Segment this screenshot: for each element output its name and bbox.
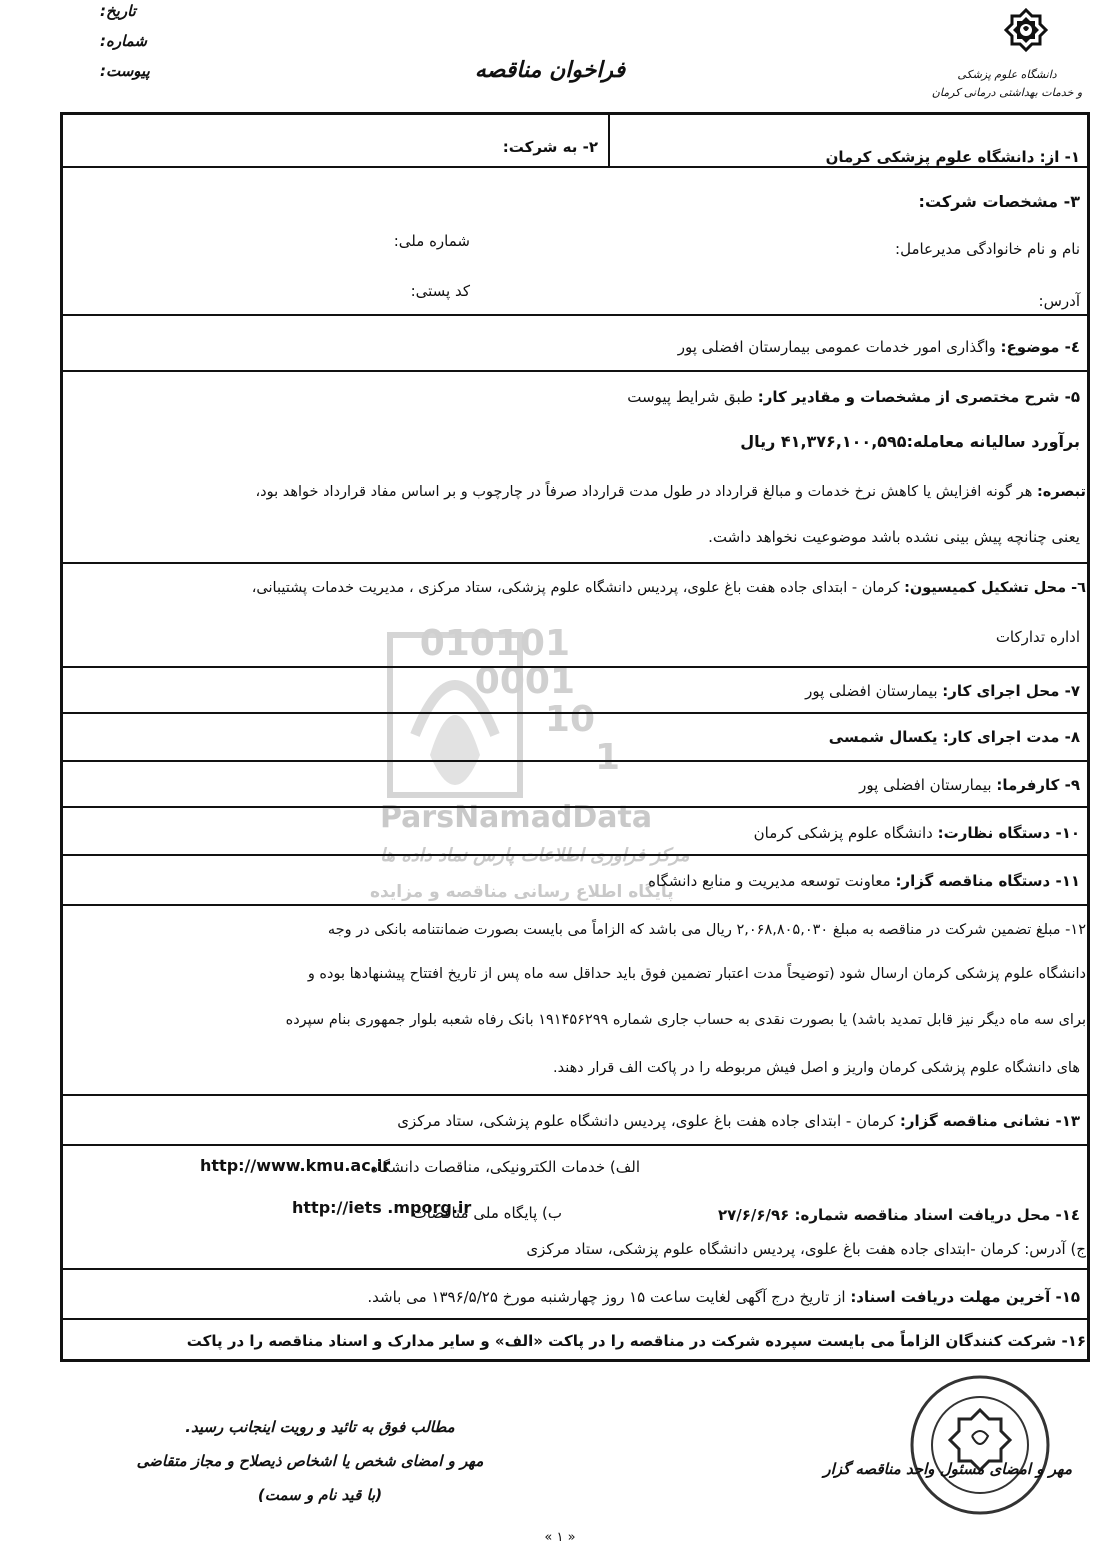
number-label: شماره: bbox=[100, 32, 147, 50]
commission-line-2: اداره تدارکات bbox=[995, 628, 1080, 646]
note-line-1 bbox=[255, 484, 1086, 500]
organizer-address-value: کرمان - ابتدای جاده هفت باغ علوی، پردیس دانشگاه علوم پزشکی، ستاد مرکزی bbox=[397, 1112, 896, 1130]
deadline-label: ۱۵- آخرین مهلت دریافت اسناد: bbox=[850, 1288, 1080, 1306]
kmu-website-link[interactable]: http://www.kmu.ac.ir bbox=[200, 1156, 391, 1175]
watermark-brand: ParsNamadData bbox=[380, 800, 653, 835]
national-id-label: شماره ملی: bbox=[393, 232, 470, 250]
guarantee-line-3: برای سه ماه دیگر نیز قابل تمدید باشد) یا بصورت نقدی به حساب جاری شماره ۱۹۱۴۵۶۲۹۹ بانک رفاه شعبه بلوار جمهوری بنام سپرده bbox=[285, 1012, 1086, 1028]
organizer-address-field bbox=[397, 1112, 1080, 1130]
guarantee-line-2: دانشگاه علوم پزشکی کرمان ارسال شود (توضیحاً مدت اعتبار تضمین فوق باید حداقل سه ماه پس از تاریخ افتتاح پیشنهادها بوده و bbox=[307, 966, 1086, 982]
to-company-field: ۲- به شرکت: bbox=[502, 138, 598, 156]
electronic-services-label: الف) خدمات الکترونیکی، مناقصات دانشگاه bbox=[370, 1158, 640, 1176]
document-location-label: ۱٤- محل دریافت اسناد مناقصه شماره: ۲۷/۶/۶/۹۶ bbox=[717, 1206, 1080, 1224]
description-label: ۵- شرح مختصری از مشخصات و مقادیر کار: bbox=[757, 388, 1080, 406]
estimate-label: برآورد سالیانه معامله: bbox=[906, 432, 1080, 451]
description-field bbox=[627, 388, 1080, 406]
iets-website-link[interactable]: http://iets .mporg.ir bbox=[292, 1198, 472, 1217]
tender-organizer-field bbox=[648, 872, 1080, 890]
svg-text:10: 10 bbox=[544, 699, 595, 740]
employer-value: بیمارستان افضلی پور bbox=[859, 776, 992, 794]
commission-label: ٦- محل تشکیل کمیسیون: bbox=[904, 580, 1086, 596]
note-label: تبصره: bbox=[1036, 484, 1086, 500]
work-location-value: بیمارستان افضلی پور bbox=[805, 682, 938, 700]
watermark-line-1: مرکز فراوری اطلاعات پارس نماد داده ها bbox=[380, 845, 690, 866]
document-address: ج) آدرس: کرمان -ابتدای جاده هفت باغ علوی، پردیس دانشگاه علوم پزشکی، ستاد مرکزی bbox=[526, 1240, 1086, 1258]
company-details-title: ۳- مشخصات شرکت: bbox=[918, 192, 1080, 211]
signature-applicant-line-1: مطالب فوق به تائید و رویت اینجانب رسید. bbox=[185, 1418, 455, 1436]
tender-organizer-value: معاونت توسعه مدیریت و منابع دانشگاه bbox=[648, 872, 891, 890]
page-title: فراخوان مناقصه bbox=[474, 58, 626, 83]
estimate-value: ۴۱,۳۷۶,۱۰۰,۵۹۵ ریال bbox=[740, 432, 907, 451]
signature-organizer: مهر و امضای مسئول واحد مناقصه گزار bbox=[823, 1460, 1072, 1478]
note-text-1: هر گونه افزایش یا کاهش نرخ خدمات و مبالغ قرارداد در طول مدت قرارداد صرفاً در چارچوب و بر اساس مفاد قرارداد خواهد بود، bbox=[255, 484, 1033, 500]
national-portal-label: ب) پایگاه ملی مناقصات bbox=[412, 1204, 562, 1222]
participants-note: ۱۶- شرکت کنندگان الزاماً می بایست سپرده شرکت در مناقصه را در پاکت «الف» و سایر مدارک و اسناد مناقصه را در پاکت bbox=[186, 1332, 1086, 1350]
university-line-1: دانشگاه علوم پزشکی bbox=[957, 68, 1057, 81]
watermark-line-2: پایگاه اطلاع رسانی مناقصه و مزایده bbox=[370, 882, 674, 902]
commission-text-1: کرمان - ابتدای جاده هفت باغ علوی، پردیس دانشگاه علوم پزشکی، ستاد مرکزی ، مدیریت خدمات پشتیبانی، bbox=[251, 580, 900, 596]
work-location-field bbox=[805, 682, 1080, 700]
date-label: تاریخ: bbox=[100, 2, 136, 20]
university-logo-icon bbox=[1002, 8, 1050, 58]
tender-organizer-label: ۱۱- دستگاه مناقصه گزار: bbox=[895, 872, 1080, 890]
subject-label: ٤- موضوع: bbox=[1000, 338, 1080, 356]
address-label: آدرس: bbox=[1038, 292, 1080, 310]
svg-text:0001: 0001 bbox=[474, 661, 575, 702]
attachment-label: پیوست: bbox=[100, 62, 150, 80]
estimate-field bbox=[740, 432, 1080, 451]
employer-label: ۹- کارفرما: bbox=[996, 776, 1080, 794]
employer-field bbox=[859, 776, 1080, 794]
note-line-2: یعنی چنانچه پیش بینی نشده باشد موضوعیت نخواهد داشت. bbox=[708, 528, 1080, 546]
svg-text:010101: 010101 bbox=[419, 623, 570, 664]
university-name bbox=[922, 66, 1092, 102]
duration-label: ۸- مدت اجرای کار: bbox=[942, 728, 1080, 746]
work-location-label: ۷- محل اجرای کار: bbox=[942, 682, 1080, 700]
university-line-2: و خدمات بهداشتی درمانی کرمان bbox=[931, 86, 1083, 99]
duration-value: یکسال شمسی bbox=[828, 728, 938, 746]
deadline-value: از تاریخ درج آگهی لغایت ساعت ۱۵ روز چهارشنبه مورخ ۱۳۹۶/۵/۲۵ می باشد. bbox=[367, 1288, 846, 1306]
duration-field bbox=[829, 728, 1080, 746]
manager-name-label: نام و نام خانوادگی مدیرعامل: bbox=[895, 240, 1080, 258]
deadline-field bbox=[367, 1288, 1080, 1306]
subject-value: واگذاری امور خدمات عمومی بیمارستان افضلی پور bbox=[677, 338, 996, 356]
from-field: ۱- از: دانشگاه علوم پزشکی کرمان bbox=[825, 148, 1080, 166]
supervisor-value: دانشگاه علوم پزشکی کرمان bbox=[753, 824, 933, 842]
commission-line-1 bbox=[252, 580, 1086, 596]
svg-text:1: 1 bbox=[594, 737, 620, 778]
guarantee-line-1: ۱۲- مبلغ تضمین شرکت در مناقصه به مبلغ ۲,۰۶۸,۸۰۵,۰۳۰ ریال می باشد که الزاماً می بایست بصورت ضمانتنامه بانکی در وجه bbox=[327, 922, 1086, 938]
signature-applicant-line-3: (با قید نام و سمت) bbox=[257, 1486, 383, 1504]
supervisor-field bbox=[754, 824, 1080, 842]
row1-divider bbox=[608, 112, 610, 168]
subject-field bbox=[678, 338, 1080, 356]
description-value: طبق شرایط پیوست bbox=[627, 388, 753, 406]
organizer-address-label: ۱۳- نشانی مناقصه گزار: bbox=[899, 1112, 1080, 1130]
official-seal-icon bbox=[905, 1370, 1055, 1520]
supervisor-label: ۱۰- دستگاه نظارت: bbox=[937, 824, 1080, 842]
postal-code-label: کد پستی: bbox=[410, 282, 470, 300]
page-number: « ۱ » bbox=[544, 1530, 576, 1545]
guarantee-line-4: های دانشگاه علوم پزشکی کرمان واریز و اصل فیش مربوطه را در پاکت الف قرار دهند. bbox=[553, 1060, 1080, 1076]
signature-applicant-line-2: مهر و امضای شخص یا اشخاص ذیصلاح و مجاز متقاضی bbox=[136, 1452, 484, 1470]
